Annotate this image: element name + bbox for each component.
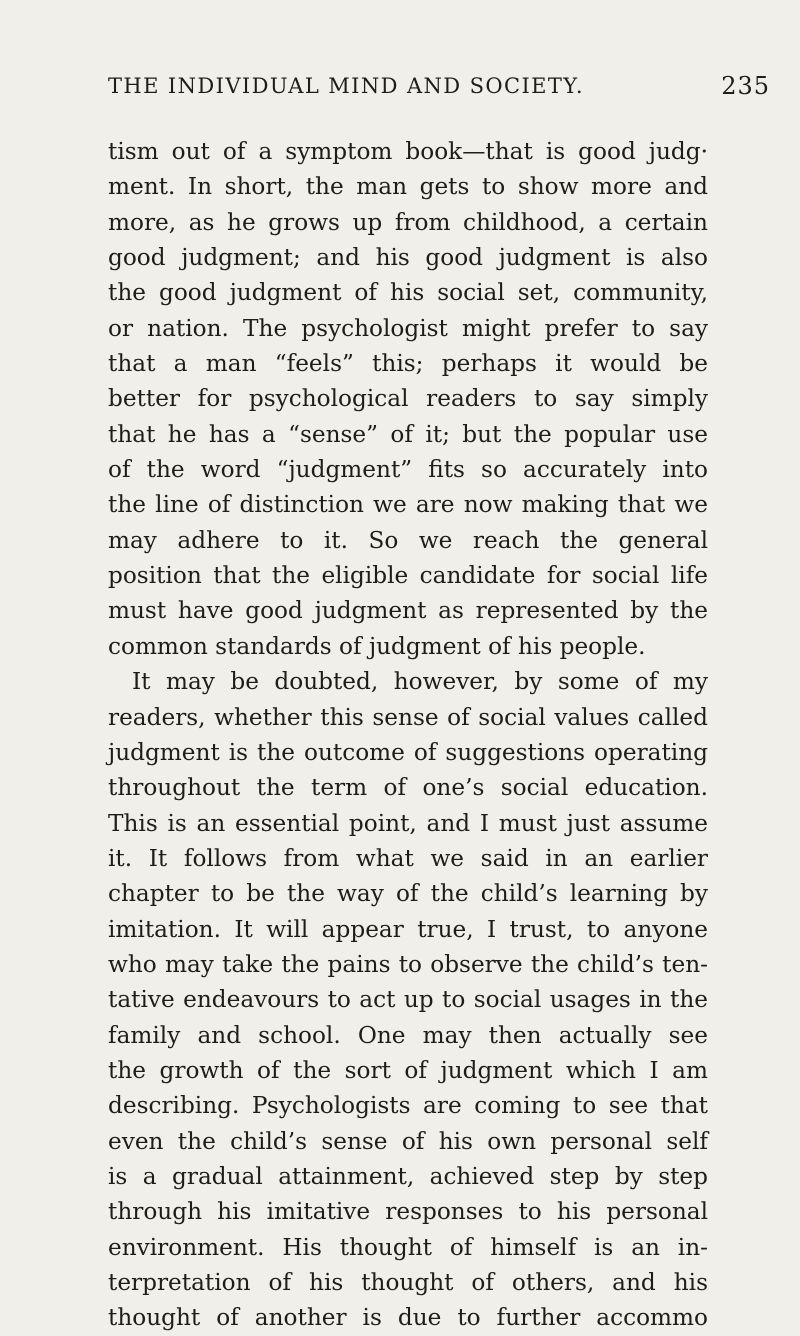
text-line: readers, whether this sense of social values called — [108, 703, 708, 731]
text-line: common standards of judgment of his people. — [108, 632, 646, 660]
text-line: throughout the term of one’s social education. — [108, 774, 708, 802]
text-line: the line of distinction we are now making that we — [108, 491, 708, 519]
text-line: position that the eligible candidate for social life — [108, 562, 708, 590]
text-line: even the child’s sense of his own personal self — [108, 1127, 708, 1155]
text-line: it. It follows from what we said in an earlier — [108, 844, 708, 872]
text-line: is a gradual attainment, achieved step by step — [108, 1162, 708, 1190]
text-line: must have good judgment as represented by the — [108, 597, 708, 625]
text-line: It may be doubted, however, by some of my — [132, 668, 708, 696]
text-line: may adhere to it. So we reach the general — [108, 526, 708, 554]
text-line: the growth of the sort of judgment which I am — [108, 1056, 708, 1084]
text-line: ment. In short, the man gets to show more and — [108, 173, 708, 201]
text-line: tism out of a symptom book—that is good judg· — [108, 138, 708, 165]
text-line: good judgment; and his good judgment is also — [108, 244, 708, 272]
text-line: thought of another is due to further accommo — [108, 1304, 708, 1332]
text-line: that a man “feels” this; perhaps it would be — [108, 350, 708, 378]
text-line: of the word “judgment” fits so accurately into — [108, 456, 708, 484]
text-line: chapter to be the way of the child’s learning by — [108, 880, 708, 908]
body-text — [108, 134, 708, 1336]
text-line: imitation. It will appear true, I trust, to anyone — [108, 915, 708, 943]
running-title: THE INDIVIDUAL MIND AND SOCIETY. — [108, 74, 584, 98]
text-line: environment. His thought of himself is an in- — [108, 1233, 708, 1261]
text-line: better for psychological readers to say simply — [108, 385, 708, 413]
text-line: terpretation of his thought of others, and his — [108, 1269, 708, 1296]
page-number: 235 — [721, 72, 770, 100]
text-line: tative endeavours to act up to social usages in the — [108, 986, 708, 1014]
text-line: family and school. One may then actually see — [108, 1021, 708, 1049]
text-line: describing. Psychologists are coming to see that — [108, 1092, 708, 1120]
text-line: judgment is the outcome of suggestions operating — [108, 738, 708, 766]
text-line: the good judgment of his social set, community, — [108, 279, 708, 307]
text-line: through his imitative responses to his personal — [108, 1198, 708, 1226]
text-line: or nation. The psychologist might prefer to say — [108, 314, 708, 342]
text-line: who may take the pains to observe the child’s ten- — [108, 950, 708, 978]
running-head — [84, 70, 770, 110]
text-line: more, as he grows up from childhood, a certain — [108, 208, 708, 236]
text-line: This is an essential point, and I must just assume — [108, 809, 708, 837]
text-line: that he has a “sense” of it; but the popular use — [108, 420, 708, 448]
